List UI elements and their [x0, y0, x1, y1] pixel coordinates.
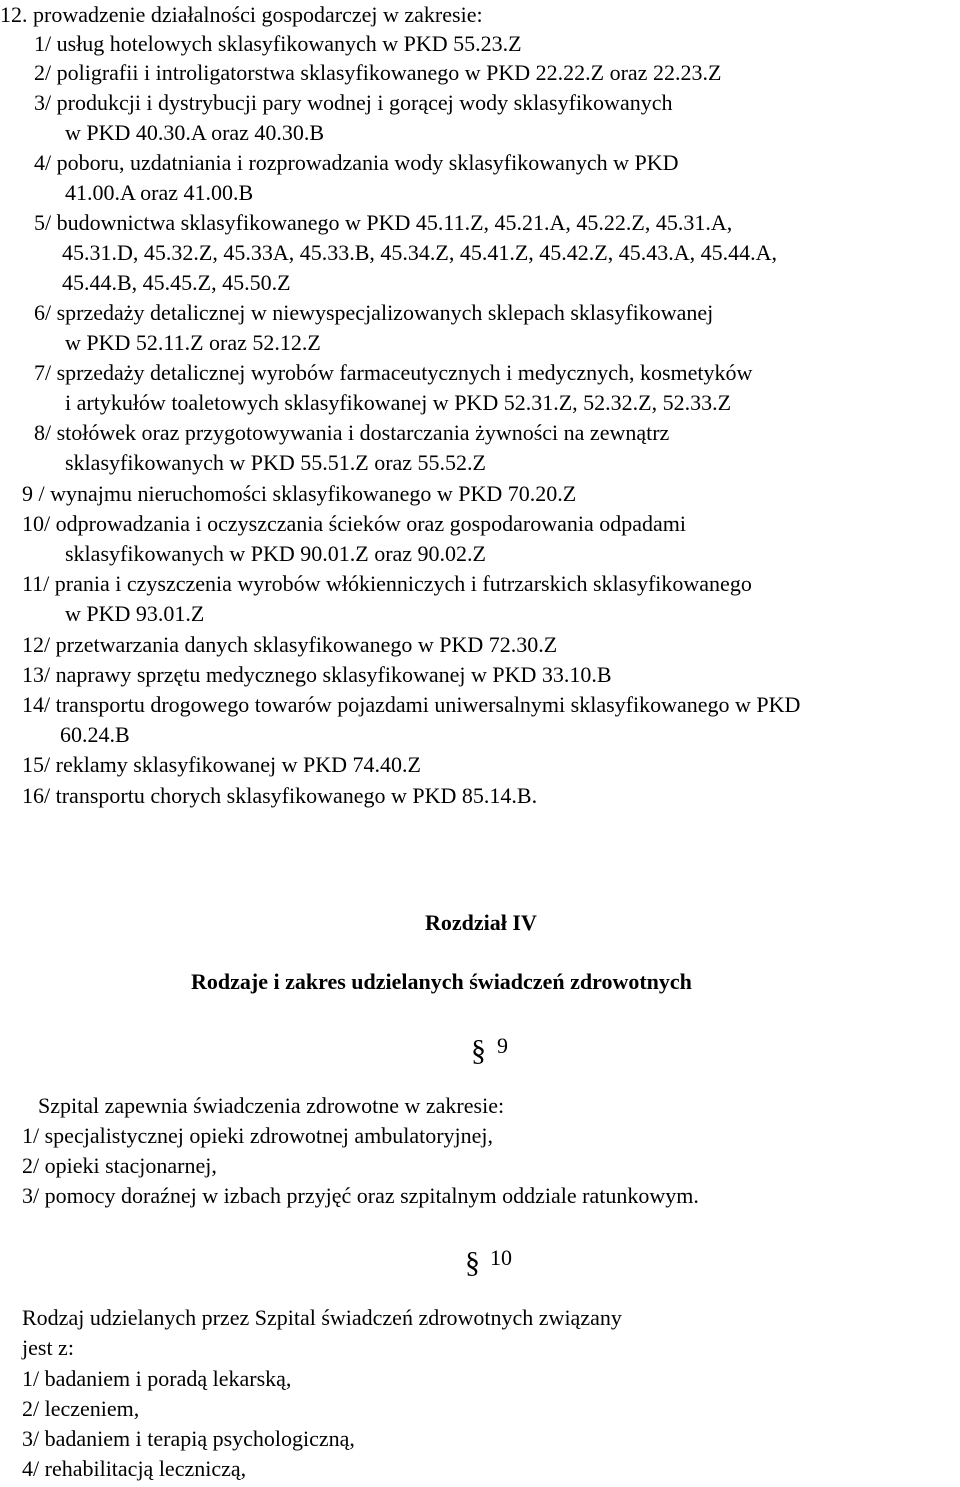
chapter-subtitle: Rodzaje i zakres udzielanych świadczeń zdrowotnych — [191, 969, 692, 994]
paragraph-number: 9 — [497, 1033, 508, 1058]
list-item: 4/ poboru, uzdatniania i rozprowadzania wody sklasyfikowanych w PKD — [34, 150, 679, 175]
list-item: 11/ prania i czyszczenia wyrobów włókienniczych i futrzarskich sklasyfikowanego — [22, 571, 752, 596]
list-heading: 12. prowadzenie działalności gospodarczej w zakresie: — [0, 2, 483, 27]
list-item: 7/ sprzedaży detalicznej wyrobów farmaceutycznych i medycznych, kosmetyków — [34, 360, 753, 385]
list-item: 2/ leczeniem, — [22, 1396, 140, 1421]
paragraph-sign: § — [471, 1034, 486, 1067]
list-item: 13/ naprawy sprzętu medycznego sklasyfikowanej w PKD 33.10.B — [22, 662, 612, 687]
list-item: 1/ usług hotelowych sklasyfikowanych w PKD 55.23.Z — [34, 31, 522, 56]
list-item-continuation: 60.24.B — [60, 722, 130, 747]
list-item: 9 / wynajmu nieruchomości sklasyfikowanego w PKD 70.20.Z — [22, 481, 577, 506]
list-item: 14/ transportu drogowego towarów pojazdami uniwersalnymi sklasyfikowanego w PKD — [22, 692, 801, 717]
list-item: 15/ reklamy sklasyfikowanej w PKD 74.40.Z — [22, 752, 421, 777]
list-item-continuation: i artykułów toaletowych sklasyfikowanej w PKD 52.31.Z, 52.32.Z, 52.33.Z — [65, 390, 732, 415]
list-item: 4/ rehabilitacją leczniczą, — [22, 1456, 247, 1481]
list-item-continuation: 41.00.A oraz 41.00.B — [65, 180, 254, 205]
list-item: 12/ przetwarzania danych sklasyfikowanego w PKD 72.30.Z — [22, 632, 558, 657]
list-item: 3/ produkcji i dystrybucji pary wodnej i gorącej wody sklasyfikowanych — [34, 90, 673, 115]
list-item-continuation: w PKD 93.01.Z — [65, 601, 205, 626]
list-item-continuation: 45.31.D, 45.32.Z, 45.33A, 45.33.B, 45.34.Z, 45.41.Z, 45.42.Z, 45.43.A, 45.44.A, — [62, 240, 777, 265]
paragraph-number: 10 — [490, 1245, 512, 1270]
list-item: 10/ odprowadzania i oczyszczania ścieków oraz gospodarowania odpadami — [22, 511, 687, 536]
chapter-title: Rozdział IV — [425, 910, 537, 935]
list-item-continuation: 45.44.B, 45.45.Z, 45.50.Z — [62, 270, 291, 295]
list-item: 2/ poligrafii i introligatorstwa sklasyfikowanego w PKD 22.22.Z oraz 22.23.Z — [34, 60, 722, 85]
list-item: 1/ badaniem i poradą lekarską, — [22, 1366, 292, 1391]
list-item: 6/ sprzedaży detalicznej w niewyspecjalizowanych sklepach sklasyfikowanej — [34, 300, 714, 325]
list-item: 8/ stołówek oraz przygotowywania i dostarczania żywności na zewnątrz — [34, 420, 670, 445]
list-item: 5/ budownictwa sklasyfikowanego w PKD 45.11.Z, 45.21.A, 45.22.Z, 45.31.A, — [34, 210, 733, 235]
list-item-continuation: sklasyfikowanych w PKD 55.51.Z oraz 55.52.Z — [65, 450, 486, 475]
paragraph-text-continuation: jest z: — [22, 1335, 74, 1360]
list-item-continuation: w PKD 52.11.Z oraz 52.12.Z — [65, 330, 321, 355]
paragraph-sign: § — [465, 1246, 480, 1279]
list-item: 16/ transportu chorych sklasyfikowanego w PKD 85.14.B. — [22, 783, 538, 808]
list-item-continuation: sklasyfikowanych w PKD 90.01.Z oraz 90.02.Z — [65, 541, 486, 566]
list-item: 3/ badaniem i terapią psychologiczną, — [22, 1426, 355, 1451]
paragraph-text: Szpital zapewnia świadczenia zdrowotne w zakresie: — [38, 1093, 505, 1118]
paragraph-text: Rodzaj udzielanych przez Szpital świadczeń zdrowotnych związany — [22, 1305, 622, 1330]
list-item: 2/ opieki stacjonarnej, — [22, 1153, 217, 1178]
list-item-continuation: w PKD 40.30.A oraz 40.30.B — [65, 120, 325, 145]
list-item: 1/ specjalistycznej opieki zdrowotnej ambulatoryjnej, — [22, 1123, 494, 1148]
list-item: 3/ pomocy doraźnej w izbach przyjęć oraz szpitalnym oddziale ratunkowym. — [22, 1183, 699, 1208]
